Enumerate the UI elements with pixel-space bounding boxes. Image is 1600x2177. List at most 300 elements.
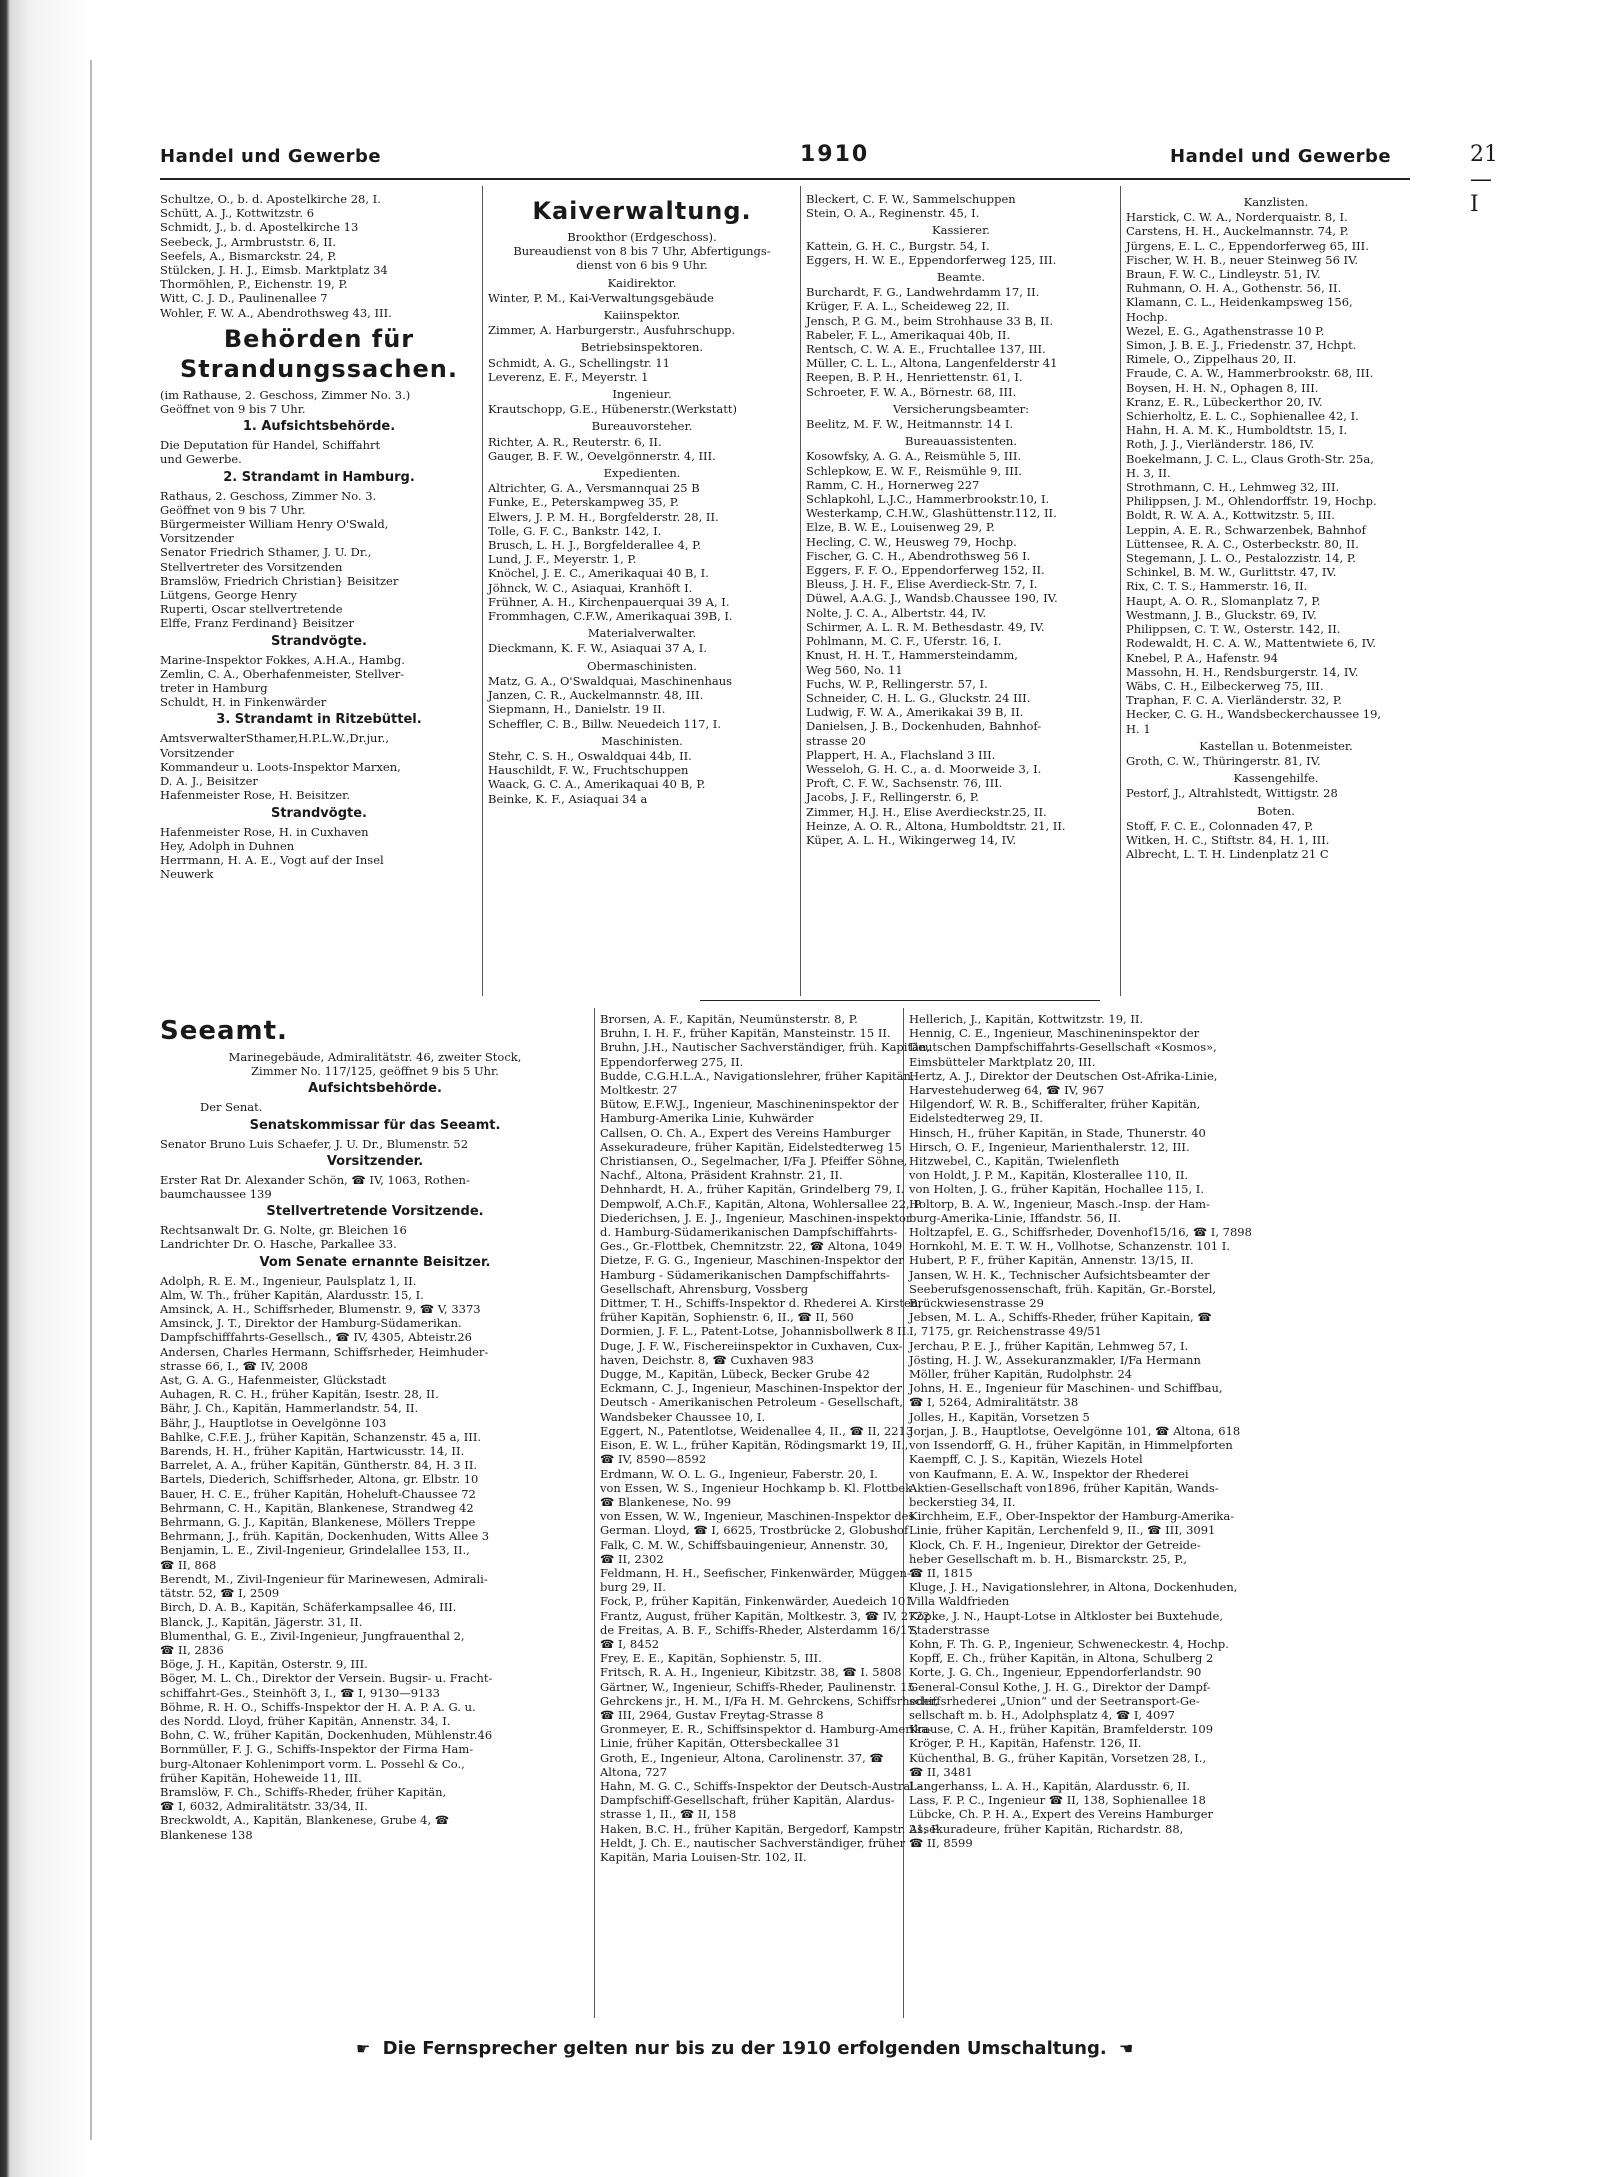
directory-entry: H. 3, II. bbox=[1126, 465, 1171, 480]
section-intro: dienst von 6 bis 9 Uhr. bbox=[576, 258, 708, 273]
directory-entry: Langerhanss, L. A. H., Kapitän, Alardusstr. 6, II. bbox=[909, 1778, 1191, 1793]
directory-entry: Dieckmann, K. F. W., Asiaquai 37 A, I. bbox=[488, 641, 707, 656]
directory-entry: heber Gesellschaft m. b. H., Bismarckstr. 25, P., bbox=[909, 1551, 1188, 1566]
role-heading: Kassierer. bbox=[932, 223, 990, 238]
directory-entry: Jacobs, J. F., Rellingerstr. 6, P. bbox=[806, 790, 979, 805]
directory-entry: Assekuradeure, früher Kapitän, Richardstr. 88, bbox=[909, 1821, 1184, 1836]
directory-entry: Hubert, P. F., früher Kapitän, Annenstr. 13/15, II. bbox=[909, 1253, 1194, 1268]
directory-entry: Krüger, F. A. L., Scheideweg 22, II. bbox=[806, 299, 1010, 314]
header-right: Handel und Gewerbe bbox=[1170, 146, 1392, 167]
directory-entry: früher Kapitän, Hoheweide 11, III. bbox=[160, 1770, 362, 1785]
directory-entry: Boekelmann, J. C. L., Claus Groth-Str. 25a, bbox=[1126, 451, 1374, 466]
directory-entry: Philippsen, C. T. W., Osterstr. 142, II. bbox=[1126, 622, 1341, 637]
entry-line: Geöffnet von 9 bis 7 Uhr. bbox=[160, 502, 306, 517]
directory-entry: Frühner, A. H., Kirchenpauerquai 39 A, I. bbox=[488, 594, 730, 609]
directory-entry: Philippsen, J. M., Ohlendorffstr. 19, Hochp. bbox=[1126, 494, 1377, 509]
entry-line: Herrmann, H. A. E., Vogt auf der Insel bbox=[160, 852, 384, 867]
directory-entry: Frey, E. E., Kapitän, Sophienstr. 5, III. bbox=[600, 1651, 822, 1666]
directory-entry: Westmann, J. B., Gluckstr. 69, IV. bbox=[1126, 607, 1317, 622]
subsection-heading: Strandvögte. bbox=[270, 633, 367, 649]
directory-entry: Bartels, Diederich, Schiffsrheder, Altona, gr. Elbstr. 10 bbox=[160, 1472, 479, 1487]
role-heading: Betriebsinspektoren. bbox=[580, 340, 704, 355]
directory-entry: Auhagen, R. C. H., früher Kapitän, Isestr. 28, II. bbox=[160, 1387, 439, 1402]
directory-entry: Amsinck, A. H., Schiffsrheder, Blumenstr. 9, ☎ V, 3373 bbox=[160, 1302, 481, 1317]
directory-entry: Brorsen, A. F., Kapitän, Neumünsterstr. 8, P. bbox=[600, 1012, 858, 1026]
directory-entry: Zimmer, H.J. H., Elise Averdieckstr.25, II. bbox=[806, 804, 1047, 819]
entry-line: D. A. J., Beisitzer bbox=[160, 774, 258, 789]
directory-entry: Krautschopp, G.E., Hübenerstr.(Werkstatt) bbox=[488, 402, 737, 417]
directory-entry: Bramslöw, F. Ch., Schiffs-Rheder, früher Kapitän, bbox=[160, 1784, 447, 1799]
directory-entry: d. Hamburg-Südamerikanischen Dampfschiffahrts- bbox=[600, 1225, 898, 1240]
directory-entry: Villa Waldfrieden bbox=[909, 1594, 1010, 1609]
entry-line: Zemlin, C. A., Oberhafenmeister, Stellver- bbox=[160, 666, 405, 681]
directory-entry: Eggers, F. F. O., Eppendorferweg 152, II. bbox=[806, 563, 1045, 578]
directory-entry: Küchenthal, B. G., früher Kapitän, Vorsetzen 28, I., bbox=[909, 1750, 1207, 1765]
directory-entry: Schlepkow, E. W. F., Reismühle 9, III. bbox=[806, 463, 1023, 478]
directory-entry: Kapitän, Maria Louisen-Str. 102, II. bbox=[600, 1849, 807, 1864]
directory-entry: Bütow, E.F.W.J., Ingenieur, Maschineninspektor der bbox=[600, 1097, 899, 1112]
directory-entry: Breckwoldt, A., Kapitän, Blankenese, Grube 4, ☎ bbox=[160, 1813, 450, 1828]
directory-entry: Kohn, F. Th. G. P., Ingenieur, Schweneckestr. 4, Hochp. bbox=[909, 1636, 1229, 1651]
directory-entry: I, 7175, gr. Reichenstrasse 49/51 bbox=[909, 1324, 1102, 1339]
directory-entry: haven, Deichstr. 8, ☎ Cuxhaven 983 bbox=[600, 1352, 814, 1367]
directory-entry: Hornkohl, M. E. T. W. H., Vollhotse, Schanzenstr. 101 I. bbox=[909, 1239, 1230, 1254]
directory-entry: Kirchheim, E.F., Ober-Inspektor der Hamburg-Amerika- bbox=[909, 1509, 1235, 1524]
directory-entry: Eckmann, C. J., Ingenieur, Maschinen-Inspektor der bbox=[600, 1381, 902, 1396]
directory-entry: schiffsrhederei „Union“ und der Seetransport-Ge- bbox=[909, 1693, 1200, 1708]
directory-entry: Ramm, C. H., Hornerweg 227 bbox=[806, 477, 980, 492]
directory-entry: Christiansen, O., Segelmacher, I/Fa J. Pfeiffer Söhne, bbox=[600, 1154, 908, 1169]
directory-entry: Stülcken, J. H. J., Eimsb. Marktplatz 34 bbox=[160, 263, 388, 278]
section-rule bbox=[700, 1000, 1100, 1001]
directory-entry: Winter, P. M., Kai-Verwaltungsgebäude bbox=[488, 290, 714, 305]
directory-entry: Gesellschaft, Ahrensburg, Vossberg bbox=[600, 1281, 809, 1296]
directory-entry: Reepen, B. P. H., Henriettenstr. 61, I. bbox=[806, 370, 1023, 385]
directory-entry: Altona, 727 bbox=[600, 1764, 668, 1779]
directory-entry: früher Kapitän, Sophienstr. 6, II., ☎ II, 560 bbox=[600, 1310, 854, 1325]
directory-entry: Fock, P., früher Kapitän, Finkenwärder, Auedeich 101 bbox=[600, 1594, 913, 1609]
directory-entry: Schirmer, A. L. R. M. Bethesdastr. 49, IV. bbox=[806, 619, 1045, 634]
directory-entry: Albrecht, L. T. H. Lindenplatz 21 C bbox=[1126, 847, 1329, 862]
directory-entry: Wohler, F. W. A., Abendrothsweg 43, III. bbox=[160, 305, 392, 320]
directory-entry: Blumenthal, G. E., Zivil-Ingenieur, Jungfrauenthal 2, bbox=[160, 1628, 465, 1643]
directory-entry: Hauschildt, F. W., Fruchtschuppen bbox=[488, 763, 689, 778]
column-beisitzer-h-l bbox=[909, 1012, 1252, 1850]
directory-entry: Westerkamp, C.H.W., Glashüttenstr.112, II. bbox=[806, 506, 1057, 521]
directory-entry: von Holten, J. G., früher Kapitän, Hochallee 115, I. bbox=[909, 1182, 1204, 1197]
directory-entry: Braun, F. W. C., Lindleystr. 51, IV. bbox=[1126, 267, 1321, 282]
directory-entry: Küper, A. L. H., Wikingerweg 14, IV. bbox=[806, 832, 1017, 847]
directory-entry: Seefels, A., Bismarckstr. 24, P. bbox=[160, 248, 337, 263]
directory-entry: Barrelet, A. A., früher Kapitän, Güntherstr. 84, H. 3 II. bbox=[160, 1458, 478, 1473]
directory-entry: Harvestehuderweg 64, ☎ IV, 967 bbox=[909, 1083, 1105, 1098]
entry-line: Schuldt, H. in Finkenwärder bbox=[160, 695, 327, 710]
directory-entry: Seebeck, J., Armbruststr. 6, II. bbox=[160, 234, 336, 249]
directory-entry: Stehr, C. S. H., Oswaldquai 44b, II. bbox=[488, 748, 692, 763]
directory-entry: Jösting, H. J. W., Assekuranzmakler, I/Fa Hermann bbox=[909, 1352, 1201, 1367]
section-intro: Geöffnet von 9 bis 7 Uhr. bbox=[160, 402, 306, 417]
directory-entry: Hennig, C. E., Ingenieur, Maschineninspektor der bbox=[909, 1026, 1200, 1041]
column-seeamt bbox=[160, 1012, 590, 1842]
role-heading: Maschinisten. bbox=[601, 733, 683, 748]
directory-entry: Linie, früher Kapitän, Lerchenfeld 9, II., ☎ III, 3091 bbox=[909, 1523, 1216, 1538]
entry-line: Bürgermeister William Henry O'Swald, bbox=[160, 517, 389, 532]
directory-entry: Stein, O. A., Reginenstr. 45, I. bbox=[806, 206, 980, 221]
directory-entry: Gehrckens jr., H. M., I/Fa H. M. Gehrckens, Schiffsrheder, bbox=[600, 1693, 939, 1708]
directory-entry: Hecling, C. W., Heusweg 79, Hochp. bbox=[806, 534, 1017, 549]
directory-entry: Bruhn, J.H., Nautischer Sachverständiger, früh. Kapitän, bbox=[600, 1040, 931, 1055]
directory-entry: Ast, G. A. G., Hafenmeister, Glückstadt bbox=[160, 1373, 387, 1388]
directory-entry: Klamann, C. L., Heidenkampsweg 156, bbox=[1126, 295, 1353, 310]
directory-entry: Fischer, W. H. B., neuer Steinweg 56 IV. bbox=[1126, 252, 1359, 267]
directory-entry: Altrichter, G. A., Versmannquai 25 B bbox=[488, 481, 700, 496]
directory-entry: Haken, B.C. H., früher Kapitän, Bergedorf, Kampstr. 21, P. bbox=[600, 1821, 941, 1836]
subsection-heading: Vorsitzender. bbox=[326, 1153, 424, 1169]
directory-entry: Funke, E., Peterskampweg 35, P. bbox=[488, 495, 679, 510]
role-heading: Kanzlisten. bbox=[1243, 195, 1309, 209]
directory-entry: Berendt, M., Zivil-Ingenieur für Marinewesen, Admirali- bbox=[160, 1571, 488, 1586]
directory-entry: Rechtsanwalt Dr. G. Nolte, gr. Bleichen 16 bbox=[160, 1223, 407, 1238]
role-heading: Materialverwalter. bbox=[587, 626, 697, 641]
directory-entry: Dietze, F. G. G., Ingenieur, Maschinen-Inspektor der bbox=[600, 1253, 904, 1268]
directory-entry: Hitzwebel, C., Kapitän, Twielenfleth bbox=[909, 1154, 1120, 1169]
directory-entry: des Nordd. Lloyd, früher Kapitän, Annenstr. 34, I. bbox=[160, 1713, 451, 1728]
directory-entry: Pohlmann, M. C. F., Uferstr. 16, I. bbox=[806, 634, 1002, 649]
directory-entry: Heldt, J. Ch. E., nautischer Sachverständiger, früher bbox=[600, 1835, 906, 1850]
role-heading: Obermaschinisten. bbox=[587, 658, 697, 673]
directory-entry: ☎ II, 1815 bbox=[909, 1565, 973, 1580]
directory-entry: Holtzapfel, E. G., Schiffsrheder, Dovenhof15/16, ☎ I, 7898 bbox=[909, 1225, 1252, 1240]
directory-entry: Dempwolf, A.Ch.F., Kapitän, Altona, Wohlersallee 22, P. bbox=[600, 1196, 923, 1211]
page-number: 21—I bbox=[1470, 142, 1498, 217]
directory-entry: Massohn, H. H., Rendsburgerstr. 14, IV. bbox=[1126, 664, 1359, 679]
directory-entry: Kosowfsky, A. G. A., Reismühle 5, III. bbox=[806, 449, 1022, 464]
directory-entry: Jürgens, E. L. C., Eppendorferweg 65, III. bbox=[1126, 238, 1369, 253]
column-rule bbox=[1120, 186, 1121, 996]
entry-line: Ruperti, Oscar stellvertretende bbox=[160, 602, 343, 617]
directory-entry: Dormien, J. F. L., Patent-Lotse, Johannisbollwerk 8 II. bbox=[600, 1324, 910, 1339]
directory-entry: Deutsch - Amerikanischen Petroleum - Gesellschaft, bbox=[600, 1395, 903, 1410]
directory-entry: ☎ I, 6032, Admiralitätstr. 33/34, II. bbox=[160, 1799, 368, 1814]
directory-entry: beckerstieg 34, II. bbox=[909, 1494, 1016, 1509]
section-title-kaiverwaltung: Kaiverwaltung. bbox=[532, 197, 752, 225]
directory-entry: H. 1 bbox=[1126, 721, 1151, 736]
header-year: 1910 bbox=[800, 142, 870, 167]
directory-entry: Bleckert, C. F. W., Sammelschuppen bbox=[806, 192, 1016, 206]
directory-entry: Haupt, A. O. R., Slomanplatz 7, P. bbox=[1126, 593, 1321, 608]
directory-entry: Bleuss, J. H. F., Elise Averdieck-Str. 7, I. bbox=[806, 577, 1038, 592]
directory-entry: Ludwig, F. W. A., Amerikakai 39 B, II. bbox=[806, 705, 1024, 720]
directory-entry: Tolle, G. F. C., Bankstr. 142, I. bbox=[488, 523, 662, 538]
directory-entry: Böhme, R. H. O., Schiffs-Inspektor der H. A. P. A. G. u. bbox=[160, 1699, 476, 1714]
directory-entry: Waack, G. C. A., Amerikaquai 40 B, P. bbox=[488, 777, 706, 792]
role-heading: Bureauvorsteher. bbox=[591, 419, 693, 434]
directory-entry: Dittmer, T. H., Schiffs-Inspektor d. Rhederei A. Kirsten, bbox=[600, 1296, 922, 1311]
header-rule bbox=[160, 178, 1410, 180]
directory-entry: ☎ I, 5264, Admiralitätstr. 38 bbox=[909, 1395, 1079, 1410]
directory-entry: Duge, J. F. W., Fischereiinspektor in Cuxhaven, Cux- bbox=[600, 1338, 903, 1353]
directory-entry: Kopff, E. Ch., früher Kapitän, in Altona, Schulberg 2 bbox=[909, 1651, 1214, 1666]
directory-entry: Heinze, A. O. R., Altona, Humboldtstr. 21, II. bbox=[806, 818, 1066, 833]
directory-entry: Bähr, J., Hauptlotse in Oevelgönne 103 bbox=[160, 1415, 387, 1430]
directory-entry: Schneider, C. H. L. G., Gluckstr. 24 III. bbox=[806, 690, 1031, 705]
directory-entry: Barends, H. H., früher Kapitän, Hartwicusstr. 14, II. bbox=[160, 1444, 465, 1459]
directory-entry: Harstick, C. W. A., Norderquaistr. 8, I. bbox=[1126, 210, 1348, 225]
directory-entry: strasse 1, II., ☎ II, 158 bbox=[600, 1807, 737, 1822]
directory-entry: Bruhn, I. H. F., früher Kapitän, Mansteinstr. 15 II. bbox=[600, 1026, 891, 1041]
directory-entry: Senator Bruno Luis Schaefer, J. U. Dr., Blumenstr. 52 bbox=[160, 1136, 469, 1151]
subsection-heading: Vom Senate ernannte Beisitzer. bbox=[259, 1254, 491, 1270]
directory-entry: General-Consul Kothe, J. H. G., Direktor der Dampf- bbox=[909, 1679, 1211, 1694]
section-title-strandung: Behörden für Strandungssachen. bbox=[180, 324, 458, 383]
directory-entry: Schlapkohl, L.J.C., Hammerbrookstr.10, I. bbox=[806, 492, 1050, 507]
directory-entry: Proft, C. F. W., Sachsenstr. 76, III. bbox=[806, 776, 1003, 791]
directory-entry: Moltkestr. 27 bbox=[600, 1083, 678, 1098]
directory-entry: Klock, Ch. F. H., Ingenieur, Direktor der Getreide- bbox=[909, 1537, 1201, 1552]
directory-entry: Bornmüller, F. J. G., Schiffs-Inspektor der Firma Ham- bbox=[160, 1742, 474, 1757]
directory-entry: Eison, E. W. L., früher Kapitän, Rödingsmarkt 19, II., bbox=[600, 1438, 909, 1453]
directory-entry: Roth, J. J., Vierländerstr. 186, IV. bbox=[1126, 437, 1315, 452]
entry-line: Bramslöw, Friedrich Christian} Beisitzer bbox=[160, 573, 399, 588]
role-heading: Kassengehilfe. bbox=[1233, 771, 1319, 786]
directory-entry: Traphan, F. C. A. Vierländerstr. 32, P. bbox=[1126, 693, 1342, 708]
directory-entry: Fritsch, R. A. H., Ingenieur, Kibitzstr. 38, ☎ I. 5808 bbox=[600, 1665, 902, 1680]
directory-entry: Rix, C. T. S., Hammerstr. 16, II. bbox=[1126, 579, 1308, 594]
directory-entry: Leverenz, E. F., Meyerstr. 1 bbox=[488, 369, 649, 384]
directory-entry: Leppin, A. E. R., Schwarzenbek, Bahnhof bbox=[1126, 522, 1366, 537]
adjacent-page-edge bbox=[0, 0, 92, 2177]
subsection-heading: Senatskommissar für das Seeamt. bbox=[249, 1117, 501, 1133]
directory-entry: Hertz, A. J., Direktor der Deutschen Ost-Afrika-Linie, bbox=[909, 1068, 1218, 1083]
directory-entry: Witken, H. C., Stiftstr. 84, H. 1, III. bbox=[1126, 832, 1330, 847]
entry-line: Senator Friedrich Sthamer, J. U. Dr., bbox=[160, 545, 372, 560]
entry-line: Vorsitzender bbox=[160, 531, 234, 546]
directory-entry: Amsinck, J. T., Direktor der Hamburg-Südamerikan. bbox=[160, 1316, 462, 1331]
directory-entry: Fraude, C. A. W., Hammerbrookstr. 68, III. bbox=[1126, 366, 1374, 381]
directory-entry: ☎ II, 868 bbox=[160, 1557, 217, 1572]
directory-entry: von Issendorff, G. H., früher Kapitän, in Himmelpforten bbox=[909, 1438, 1233, 1453]
directory-entry: Bohn, C. W., früher Kapitän, Dockenhuden, Mühlenstr.46 bbox=[160, 1728, 493, 1743]
directory-entry: Beelitz, M. F. W., Heitmannstr. 14 I. bbox=[806, 417, 1014, 432]
directory-entry: Jebsen, M. L. A., Schiffs-Rheder, früher Kapitain, ☎ bbox=[909, 1310, 1212, 1325]
directory-entry: Alm, W. Th., früher Kapitän, Alardusstr. 15, I. bbox=[160, 1287, 424, 1302]
directory-entry: Boldt, R. W. A. A., Kottwitzstr. 5, III. bbox=[1126, 508, 1335, 523]
directory-entry: Nolte, J. C. A., Albertstr. 44, IV. bbox=[806, 605, 987, 620]
column-kaiverwaltung-beamte bbox=[806, 192, 1116, 847]
directory-entry: Simon, J. B. E. J., Friedenstr. 37, Hchpt. bbox=[1126, 338, 1357, 353]
directory-entry: Budde, C.G.H.L.A., Navigationslehrer, früher Kapitän, bbox=[600, 1068, 915, 1083]
directory-entry: Dugge, M., Kapitän, Lübeck, Becker Grube 42 bbox=[600, 1367, 870, 1382]
directory-entry: Gauger, B. F. W., Oevelgönnerstr. 4, III. bbox=[488, 448, 716, 463]
directory-entry: Frommhagen, C.F.W., Amerikaquai 39B, I. bbox=[488, 609, 733, 624]
directory-entry: Janzen, C. R., Auckelmannstr. 48, III. bbox=[488, 688, 704, 703]
directory-entry: Burchardt, F. G., Landwehrdamm 17, II. bbox=[806, 285, 1040, 300]
entry-line: Elffe, Franz Ferdinand} Beisitzer bbox=[160, 616, 355, 631]
directory-entry: Bauer, H. C. E., früher Kapitän, Hoheluft-Chaussee 72 bbox=[160, 1486, 476, 1501]
directory-entry: Müller, C. L. L., Altona, Langenfelderstr 41 bbox=[806, 356, 1058, 371]
directory-entry: Bähr, J. Ch., Kapitän, Hammerlandstr. 54, II. bbox=[160, 1401, 419, 1416]
directory-entry: Jansen, W. H. K., Technischer Aufsichtsbeamter der bbox=[909, 1267, 1210, 1282]
directory-entry: Zimmer, A. Harburgerstr., Ausfuhrschupp. bbox=[488, 323, 736, 338]
directory-entry: Eggert, N., Patentlotse, Weidenallee 4, II., ☎ II, 2213 bbox=[600, 1423, 914, 1438]
directory-entry: Schroeter, F. W. A., Börnestr. 68, III. bbox=[806, 384, 1017, 399]
directory-entry: Beinke, K. F., Asiaquai 34 a bbox=[488, 791, 648, 806]
directory-entry: Johns, H. E., Ingenieur für Maschinen- und Schiffbau, bbox=[909, 1381, 1223, 1396]
directory-entry: Eppendorferweg 275, II. bbox=[600, 1054, 744, 1069]
entry-line: und Gewerbe. bbox=[160, 452, 242, 467]
directory-entry: Hamburg-Amerika Linie, Kuhwärder bbox=[600, 1111, 814, 1126]
directory-entry: Ruhmann, O. H. A., Gothenstr. 56, II. bbox=[1126, 281, 1342, 296]
role-heading: Bureauassistenten. bbox=[905, 434, 1017, 449]
directory-entry: von Essen, W. S., Ingenieur Hochkamp b. Kl. Flottbek bbox=[600, 1480, 913, 1495]
directory-entry: Nachf., Altona, Präsident Krahnstr. 21, II. bbox=[600, 1168, 843, 1183]
pointing-hand-right-icon: ☚ bbox=[1118, 2039, 1134, 2058]
directory-entry: ☎ II, 3481 bbox=[909, 1764, 973, 1779]
role-heading: Kaidirektor. bbox=[607, 275, 677, 290]
directory-entry: de Freitas, A. B. F., Schiffs-Rheder, Alsterdamm 16/17, bbox=[600, 1622, 919, 1637]
directory-entry: Witt, C. J. D., Paulinenallee 7 bbox=[160, 291, 328, 306]
directory-entry: Holtorp, B. A. W., Ingenieur, Masch.-Insp. der Ham- bbox=[909, 1196, 1210, 1211]
directory-entry: Richter, A. R., Reuterstr. 6, II. bbox=[488, 434, 662, 449]
directory-entry: Feldmann, H. H., Seefischer, Finkenwärder, Müggen- bbox=[600, 1565, 911, 1580]
role-heading: Versicherungsbeamter: bbox=[892, 401, 1030, 416]
header-left: Handel und Gewerbe bbox=[160, 146, 382, 167]
directory-entry: Weg 560, No. 11 bbox=[806, 662, 903, 677]
directory-entry: schiffahrt-Ges., Steinhöft 3, I., ☎ I, 9130—9133 bbox=[160, 1685, 440, 1700]
entry-line: Hey, Adolph in Duhnen bbox=[160, 838, 295, 853]
directory-entry: baumchaussee 139 bbox=[160, 1187, 272, 1202]
directory-entry: Möller, früher Kapitän, Rudolphstr. 24 bbox=[909, 1367, 1133, 1382]
directory-entry: Hahn, M. G. C., Schiffs-Inspektor der Deutsch-Austral.- bbox=[600, 1778, 922, 1793]
directory-entry: Staderstrasse bbox=[909, 1622, 990, 1637]
directory-entry: Erster Rat Dr. Alexander Schön, ☎ IV, 1063, Rothen- bbox=[160, 1172, 470, 1187]
directory-entry: Siepmann, H., Danielstr. 19 II. bbox=[488, 702, 666, 717]
directory-entry: Adolph, R. E. M., Ingenieur, Paulsplatz 1, II. bbox=[160, 1273, 417, 1288]
directory-entry: Lübcke, Ch. P. H. A., Expert des Vereins Hamburger bbox=[909, 1807, 1214, 1822]
directory-entry: ☎ III, 2964, Gustav Freytag-Strasse 8 bbox=[600, 1707, 824, 1722]
directory-entry: Plappert, H. A., Flachsland 3 III. bbox=[806, 747, 996, 762]
directory-entry: burg 29, II. bbox=[600, 1580, 666, 1595]
directory-entry: Der Senat. bbox=[200, 1100, 263, 1115]
column-rule bbox=[482, 186, 483, 996]
directory-entry: von Holdt, J. P. M., Kapitän, Klosterallee 110, II. bbox=[909, 1168, 1189, 1183]
entry-line: Kommandeur u. Loots-Inspektor Marxen, bbox=[160, 759, 401, 774]
directory-entry: strasse 20 bbox=[806, 733, 866, 748]
directory-entry: Stoff, F. C. E., Colonnaden 47, P. bbox=[1126, 818, 1314, 833]
role-heading: Ingenieur. bbox=[612, 387, 672, 402]
directory-entry: Gronmeyer, E. R., Schiffsinspektor d. Hamburg-Amerika- bbox=[600, 1722, 933, 1737]
subsection-heading: Aufsichtsbehörde. bbox=[308, 1081, 442, 1097]
directory-entry: Benjamin, L. E., Zivil-Ingenieur, Grindelallee 153, II., bbox=[160, 1543, 470, 1558]
directory-entry: Elze, B. W. E., Louisenweg 29, P. bbox=[806, 520, 995, 535]
entry-line: Lütgens, George Henry bbox=[160, 588, 297, 603]
section-title-seeamt: Seeamt. bbox=[160, 1016, 288, 1046]
directory-entry: Eidelstedterweg 29, II. bbox=[909, 1111, 1043, 1126]
directory-entry: Boysen, H. H. N., Ophagen 8, III. bbox=[1126, 380, 1319, 395]
directory-entry: Schütt, A. J., Kottwitzstr. 6 bbox=[160, 206, 315, 221]
entry-line: treter in Hamburg bbox=[160, 681, 268, 696]
directory-entry: Elwers, J. P. M. H., Borgfelderstr. 28, II. bbox=[488, 509, 719, 524]
subsection-heading: 1. Aufsichtsbehörde. bbox=[242, 419, 396, 435]
subsection-heading: Stellvertretende Vorsitzende. bbox=[266, 1204, 484, 1220]
role-heading: Kastellan u. Botenmeister. bbox=[1199, 738, 1353, 753]
directory-entry: Falk, C. M. W., Schiffsbauingenieur, Annenstr. 30, bbox=[600, 1537, 889, 1552]
directory-entry: Behrmann, J., früh. Kapitän, Dockenhuden, Witts Allee 3 bbox=[160, 1529, 490, 1544]
footer-text: Die Fernsprecher gelten nur bis zu der 1910 erfolgenden Umschaltung. bbox=[382, 2038, 1107, 2059]
directory-entry: Eggers, H. W. E., Eppendorferweg 125, III. bbox=[806, 252, 1057, 267]
section-intro: Brookthor (Erdgeschoss). bbox=[567, 230, 717, 244]
directory-entry: Danielsen, J. B., Dockenhuden, Bahnhof- bbox=[806, 719, 1042, 734]
directory-entry: Hahn, H. A. M. K., Humboldtstr. 15, I. bbox=[1126, 423, 1348, 438]
directory-entry: Wandsbeker Chaussee 10, I. bbox=[600, 1409, 766, 1424]
directory-entry: Lüttensee, R. A. C., Osterbeckstr. 80, II. bbox=[1126, 536, 1359, 551]
directory-entry: sellschaft m. b. H., Adolphsplatz 4, ☎ I, 4097 bbox=[909, 1707, 1175, 1722]
directory-entry: Gärtner, W., Ingenieur, Schiffs-Rheder, Paulinenstr. 15 bbox=[600, 1679, 915, 1694]
page-footer bbox=[350, 2038, 1139, 2059]
directory-entry: Seeberufsgenossenschaft, früh. Kapitän, Gr.-Borstel, bbox=[909, 1281, 1217, 1296]
directory-entry: Düwel, A.A.G. J., Wandsb.Chaussee 190, IV. bbox=[806, 591, 1058, 606]
entry-line: Die Deputation für Handel, Schiffahrt bbox=[160, 438, 381, 453]
directory-entry: burg-Altonaer Kohlenimport vorm. L. Possehl & Co., bbox=[160, 1756, 465, 1771]
directory-entry: Andersen, Charles Hermann, Schiffsrheder, Heimhuder- bbox=[160, 1344, 489, 1359]
column-kanzlisten bbox=[1126, 192, 1426, 861]
directory-entry: Schmidt, A. G., Schellingstr. 11 bbox=[488, 355, 670, 370]
directory-entry: Jolles, H., Kapitän, Vorsetzen 5 bbox=[909, 1409, 1090, 1424]
section-intro: Marinegebäude, Admiralitätstr. 46, zweiter Stock, bbox=[228, 1050, 522, 1064]
directory-entry: Carstens, H. H., Auckelmannstr. 74, P. bbox=[1126, 224, 1349, 239]
directory-entry: Hilgendorf, W. R. B., Schifferalter, früher Kapitän, bbox=[909, 1097, 1201, 1112]
directory-entry: ☎ II, 2836 bbox=[160, 1642, 224, 1657]
entry-line: AmtsverwalterSthamer,H.P.L.W.,Dr.jur., bbox=[160, 731, 389, 746]
column-rule bbox=[800, 186, 801, 996]
directory-entry: Behrmann, C. H., Kapitän, Blankenese, Strandweg 42 bbox=[160, 1500, 474, 1515]
directory-entry: Wesseloh, G. H. C., a. d. Moorweide 3, I. bbox=[806, 761, 1042, 776]
directory-entry: Kattein, G. H. C., Burgstr. 54, I. bbox=[806, 238, 990, 253]
directory-entry: Wäbs, C. H., Eilbeckerweg 75, III. bbox=[1126, 678, 1324, 693]
directory-entry: Linie, früher Kapitän, Ottersbeckallee 31 bbox=[600, 1736, 841, 1751]
directory-entry: burg-Amerika-Linie, Iffandstr. 56, II. bbox=[909, 1210, 1122, 1225]
directory-entry: Dampfschiff-Gesellschaft, früher Kapitän, Alardus- bbox=[600, 1793, 895, 1808]
directory-entry: Schmidt, J., b. d. Apostelkirche 13 bbox=[160, 220, 359, 235]
entry-line: Rathaus, 2. Geschoss, Zimmer No. 3. bbox=[160, 488, 377, 503]
directory-entry: Hochp. bbox=[1126, 309, 1168, 324]
directory-entry: Lass, F. P. C., Ingenieur ☎ II, 138, Sophienallee 18 bbox=[909, 1793, 1206, 1808]
role-heading: Beamte. bbox=[936, 270, 986, 285]
directory-entry: Aktien-Gesellschaft von1896, früher Kapitän, Wands- bbox=[909, 1480, 1219, 1495]
directory-entry: tätstr. 52, ☎ I, 2509 bbox=[160, 1586, 280, 1601]
column-behoerden bbox=[160, 192, 478, 881]
directory-entry: strasse 66, I., ☎ IV, 2008 bbox=[160, 1358, 308, 1373]
directory-entry: Knebel, P. A., Hafenstr. 94 bbox=[1126, 650, 1279, 665]
entry-line: Hafenmeister Rose, H. Beisitzer. bbox=[160, 788, 351, 803]
directory-entry: Knöchel, J. E. C., Amerikaquai 40 B, I. bbox=[488, 566, 709, 581]
directory-entry: Rimele, O., Zippelhaus 20, II. bbox=[1126, 352, 1297, 367]
directory-entry: Hecker, C. G. H., Wandsbeckerchaussee 19, bbox=[1126, 707, 1382, 722]
directory-entry: Diederichsen, J. E. J., Ingenieur, Maschinen-inspektor bbox=[600, 1210, 912, 1225]
directory-entry: Jöhnck, W. C., Asiaquai, Kranhöft I. bbox=[488, 580, 693, 595]
directory-entry: Pestorf, J., Altrahlstedt, Wittigstr. 28 bbox=[1126, 786, 1338, 801]
directory-entry: Hamburg - Südamerikanischen Dampfschiffahrts- bbox=[600, 1267, 890, 1282]
directory-entry: Knust, H. H. T., Hammersteindamm, bbox=[806, 648, 1018, 663]
directory-entry: Frantz, August, früher Kapitän, Moltkestr. 3, ☎ IV, 2722 bbox=[600, 1608, 931, 1623]
directory-entry: Stegemann, J. L. O., Pestalozzistr. 14, P. bbox=[1126, 551, 1356, 566]
directory-entry: Wezel, E. G., Agathenstrasse 10 P. bbox=[1126, 323, 1325, 338]
directory-entry: Hirsch, O. F., Ingenieur, Marienthalerstr. 12, III. bbox=[909, 1139, 1190, 1154]
directory-entry: Kaempff, C. J. S., Kapitän, Wiezels Hotel bbox=[909, 1452, 1143, 1467]
directory-entry: Strothmann, C. H., Lehmweg 32, III. bbox=[1126, 480, 1340, 495]
pointing-hand-left-icon: ☛ bbox=[356, 2039, 371, 2058]
directory-entry: Groth, E., Ingenieur, Altona, Carolinenstr. 37, ☎ bbox=[600, 1750, 884, 1765]
